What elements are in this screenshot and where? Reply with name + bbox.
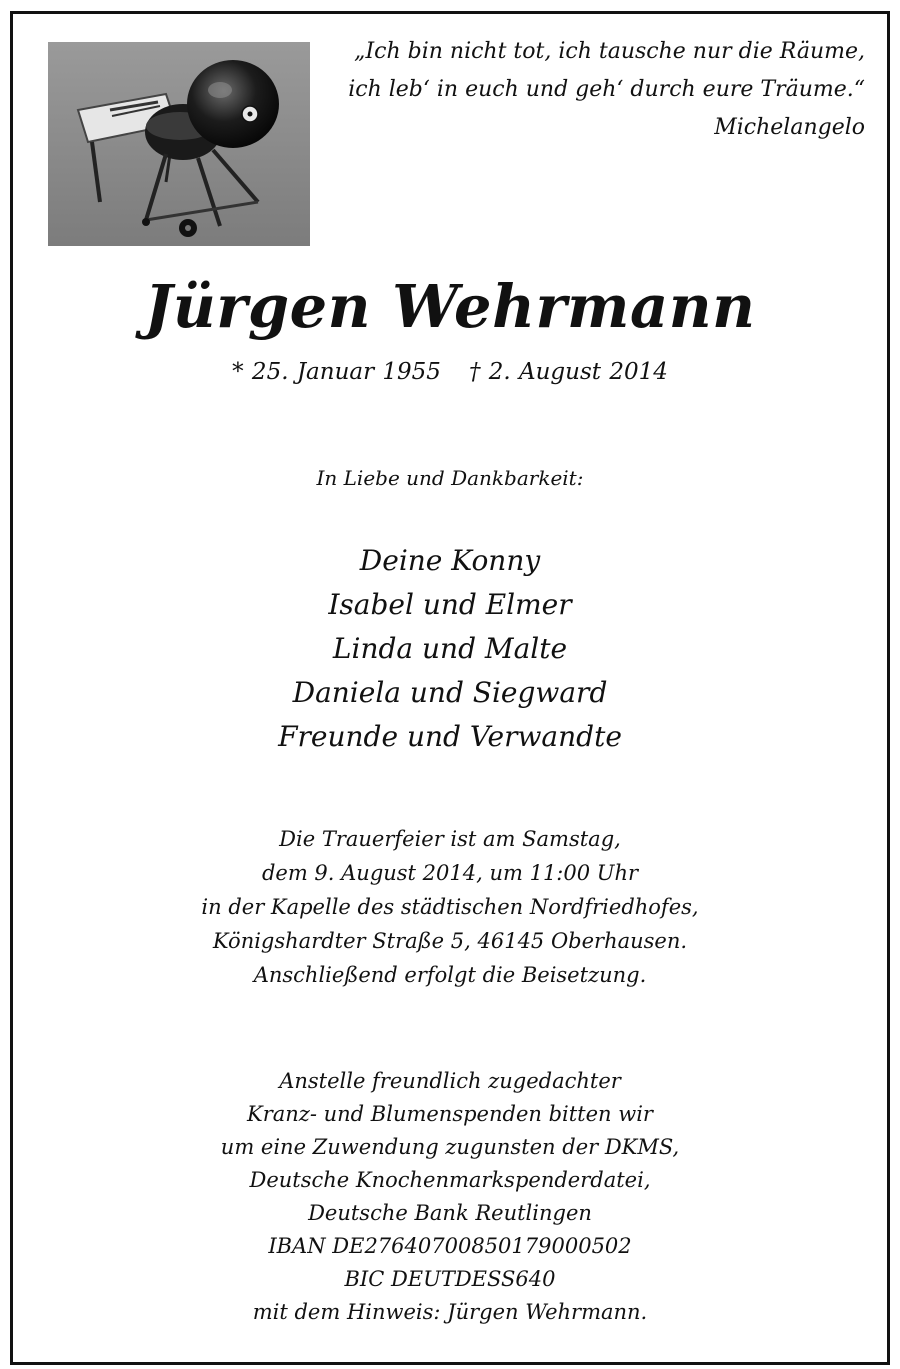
mourner-line: Deine Konny [359,544,541,577]
obituary-frame [10,11,890,1365]
mourners-list [13,539,887,759]
donation-line: mit dem Hinweis: Jürgen Wehrmann. [252,1300,648,1324]
donation-iban: IBAN DE27640700850179000502 [268,1234,632,1258]
quote-author: Michelangelo [714,115,865,140]
donation-request [13,1065,887,1329]
service-line: in der Kapelle des städtischen Nordfriedhofes, [201,895,699,919]
mourner-line: Linda und Malte [332,632,568,665]
birth-date: * 25. Januar 1955 [232,359,441,385]
mourner-line: Daniela und Siegward [292,676,608,709]
life-dates [13,359,887,385]
mourner-line: Isabel und Elmer [328,588,572,621]
dedication-intro: In Liebe und Dankbarkeit: [316,466,584,490]
kettle-grill-photo [48,42,310,246]
quote-line: ich leb‘ in euch und geh‘ durch eure Träume.“ [348,77,865,102]
death-date: † 2. August 2014 [468,359,668,385]
service-line: Königshardter Straße 5, 46145 Oberhausen. [212,929,688,953]
funeral-service-info [13,822,887,992]
donation-line: Deutsche Knochenmarkspenderdatei, [249,1168,651,1192]
quote [305,33,865,147]
service-line: Anschließend erfolgt die Beisetzung. [253,963,647,987]
donation-line: Deutsche Bank Reutlingen [308,1201,592,1225]
donation-line: um eine Zuwendung zugunsten der DKMS, [220,1135,680,1159]
donation-line: Anstelle freundlich zugedachter [279,1069,621,1093]
service-line: Die Trauerfeier ist am Samstag, [279,827,621,851]
deceased-name: Jürgen Wehrmann [144,272,756,341]
service-line: dem 9. August 2014, um 11:00 Uhr [261,861,639,885]
quote-line: „Ich bin nicht tot, ich tausche nur die Räume, [354,39,865,64]
donation-bic: BIC DEUTDESS640 [344,1267,556,1291]
mourner-line: Freunde und Verwandte [278,720,622,753]
donation-line: Kranz- und Blumenspenden bitten wir [247,1102,653,1126]
